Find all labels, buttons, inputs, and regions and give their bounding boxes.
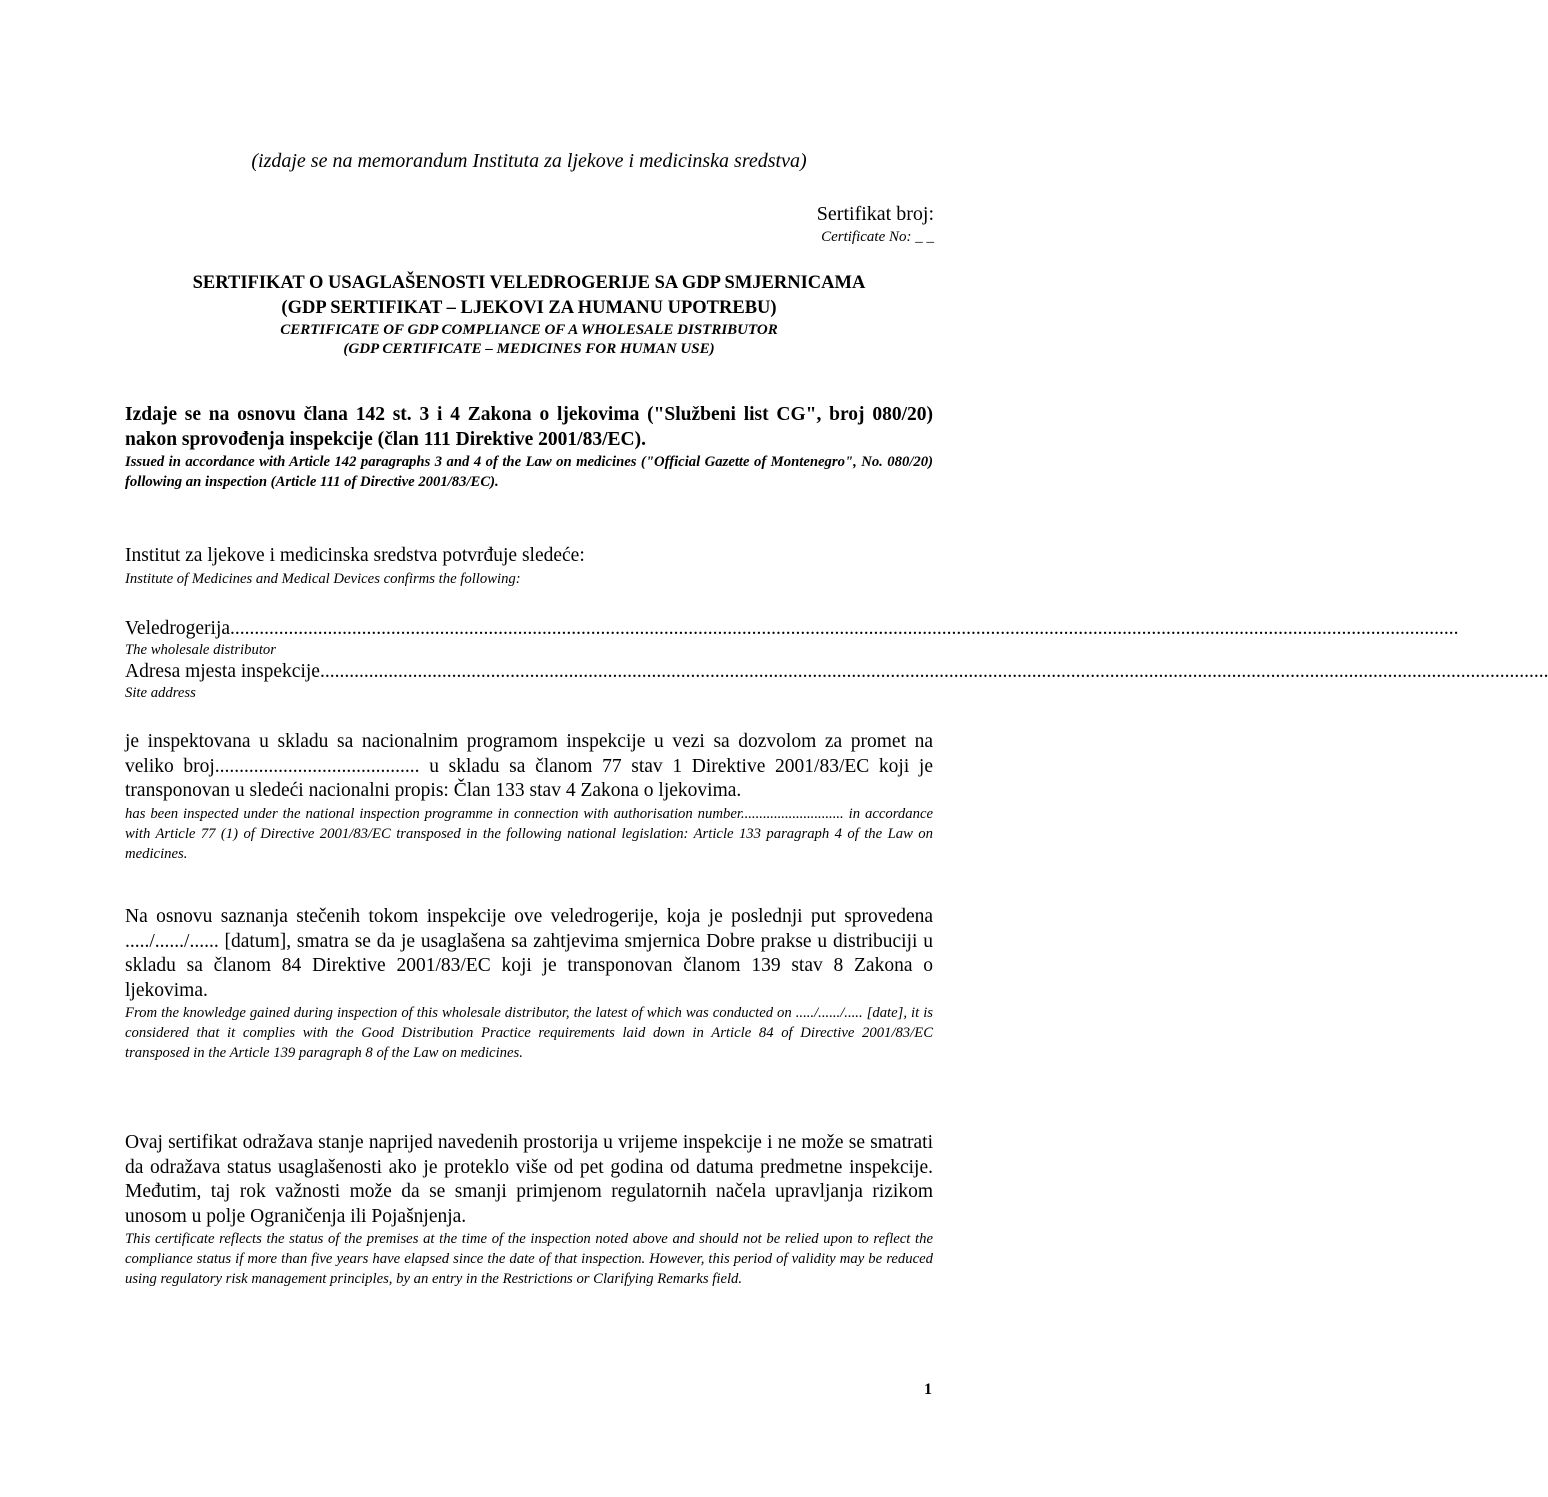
page-number: 1 — [924, 1381, 932, 1398]
title-line-1: SERTIFIKAT O USAGLAŠENOSTI VELEDROGERIJE SA GDP SMJERNICAMA — [192, 273, 866, 293]
memorandum-note: (izdaje se na memorandum Instituta za ljekove i medicinska sredstva) — [251, 150, 807, 172]
knowledge-text-en: From the knowledge gained during inspection of this wholesale distributor, the latest of which was conducted on ...../....../..... [date], it is considered that it complies with the Good Distribution Practice requirements laid down in Article 84 of Directive 2001/83/EC transposed in the Article 139 paragraph 8 of the Law on medicines. — [125, 1005, 933, 1061]
validity-text: Ovaj sertifikat odražava stanje naprijed navedenih prostorija u vrijeme inspekcije i ne može se smatrati da odražava status usaglašenosti ako je proteklo više od pet godina od datuma predmetne inspekcije. Međutim, taj rok važnosti može da se smanji primjenom regulatornih načela upravljanja rizikom unosom u polje Ograničenja ili Pojašnjenja. — [125, 1132, 933, 1227]
title-line-1-en: CERTIFICATE OF GDP COMPLIANCE OF A WHOLESALE DISTRIBUTOR — [280, 322, 778, 338]
distributor-fill-line: ............................................................................................................................................................................................................................................................ — [230, 618, 1459, 639]
confirmation-text: Institut za ljekove i medicinska sredstva potvrđuje sledeće: — [125, 545, 585, 566]
site-address-label: Adresa mjesta inspekcije — [125, 661, 320, 682]
legal-basis-text-en: Issued in accordance with Article 142 paragraphs 3 and 4 of the Law on medicines ("Official Gazette of Montenegro", No. 080/20) following an inspection (Article 111 of Directive 2001/83/EC). — [125, 454, 933, 490]
distributor-label: Veledrogerija — [125, 618, 231, 639]
inspection-section — [125, 730, 933, 864]
document-title — [100, 271, 958, 359]
validity-section — [125, 1131, 933, 1289]
knowledge-text: Na osnovu saznanja stečenih tokom inspekcije ove veledrogerije, koja je poslednji put sprovedena ...../....../...... [datum], smatra se da je usaglašena sa zahtjevima smjernica Dobre prakse u distribuciji u skladu sa članom 84 Direktive 2001/83/EC koji je transponovan članom 139 stav 8 Zakona o ljekovima. — [125, 906, 933, 1001]
confirmation-section — [125, 544, 933, 589]
site-address-field[interactable] — [125, 660, 1548, 684]
site-address-label-en: Site address — [125, 685, 196, 701]
inspection-text: je inspektovana u skladu sa nacionalnim programom inspekcije u vezi sa dozvolom za promet na veliko broj.......................................... u skladu sa članom 77 stav 1 Direktive 2001/83/EC koji je transponovan u sledeći nacionalni propis: Član 133 stav 4 Zakona o ljekovima. — [125, 731, 933, 801]
certificate-number-label-en: Certificate No: _ _ — [821, 229, 934, 245]
title-line-2-en: (GDP CERTIFICATE – MEDICINES FOR HUMAN USE) — [343, 341, 715, 357]
title-line-2: (GDP SERTIFIKAT – LJEKOVI ZA HUMANU UPOTREBU) — [281, 298, 777, 318]
legal-basis-section — [125, 403, 933, 492]
certificate-number-block — [817, 201, 934, 247]
knowledge-section — [125, 905, 933, 1063]
validity-text-en: This certificate reflects the status of the premises at the time of the inspection noted above and should not be relied upon to reflect the compliance status if more than five years have elapsed since the date of that inspection. However, this period of validity may be reduced using regulatory risk management principles, by an entry in the Restrictions or Clarifying Remarks field. — [125, 1231, 933, 1287]
legal-basis-text: Izdaje se na osnovu člana 142 st. 3 i 4 Zakona o ljekovima ("Službeni list CG", broj 080/20) nakon sprovođenja inspekcije (član 111 Direktive 2001/83/EC). — [125, 404, 933, 450]
inspection-text-en: has been inspected under the national inspection programme in connection with authorisation number............................ in accordance with Article 77 (1) of Directive 2001/83/EC transposed in the following national legislation: Article 133 paragraph 4 of the Law on medicines. — [125, 805, 933, 862]
distributor-field[interactable] — [125, 617, 1459, 641]
certificate-number-label: Sertifikat broj: — [816, 203, 934, 225]
distributor-label-en: The wholesale distributor — [125, 642, 276, 658]
confirmation-text-en: Institute of Medicines and Medical Devices confirms the following: — [125, 570, 521, 587]
fields-section — [125, 617, 1548, 703]
site-address-fill-line: ............................................................................................................................................................................................................................................................ — [319, 661, 1548, 682]
